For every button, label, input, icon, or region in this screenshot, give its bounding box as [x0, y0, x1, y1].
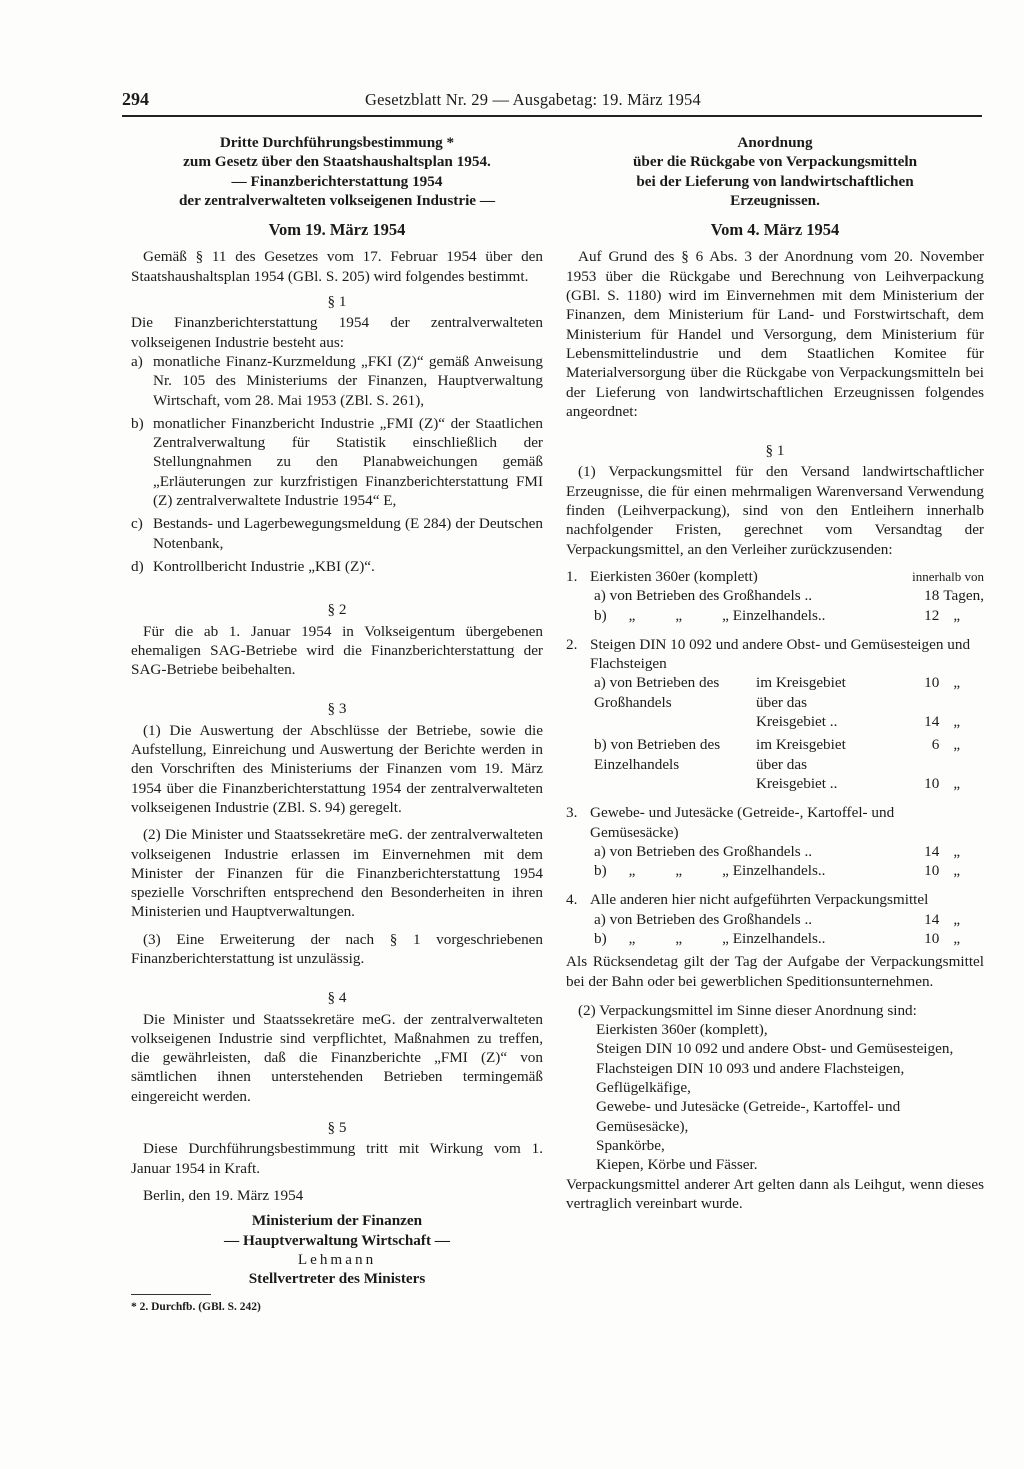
item-title: Steigen DIN 10 092 und andere Obst- und Gemüsesteigen und Flachsteigen: [590, 635, 971, 673]
row-label: a) von Betrieben des Großhandels ..: [594, 587, 813, 605]
row-unit: Tagen,: [943, 587, 984, 605]
return-deadlines-table: [566, 567, 984, 948]
ditto-mark: „: [628, 606, 636, 624]
list-key: a): [131, 352, 143, 370]
row-value: [887, 673, 939, 731]
row-value: 18: [924, 587, 940, 605]
ditto-mark: „: [628, 929, 636, 947]
row-value: 12: [924, 606, 940, 624]
section-3-p3: (3) Eine Erweiterung der nach § 1 vorgeschriebenen Finanzberichterstattung ist unzulässig.: [131, 930, 543, 967]
item-title: Gewebe- und Jutesäcke (Getreide-, Kartoffel- und Gemüsesäcke): [590, 804, 895, 841]
row-unit: [939, 735, 984, 793]
place-date: Berlin, den 19. März 1954: [143, 1186, 304, 1204]
list-text: monatlicher Finanzbericht Industrie „FMI (Z)“ der Staatlichen Zentralverwaltung für Statistik einschließlich der Stellungnahmen zu den Planabweichungen gemäß „Erläuterungen zur kurzfristigen Finanzberichterstattung FMI (Z) zentralverwaltete Industrie 1954“ E,: [153, 414, 543, 510]
row-who: a) von Betrieben des Großhandels: [594, 674, 720, 711]
right-section-1-p1: (1) Verpackungsmittel für den Versand landwirtschaftlicher Erzeugnisse, die für einen mehrmaligen Warenversand Verwendung finden (Leihverpackung), sind von den Entleihern innerhalb nachfolgender Fristen, gerechnet vom Versandtag der Verpackungsmittel, an den Verleiher zurückzusenden:: [566, 463, 984, 558]
ditto-key: b): [594, 862, 607, 880]
list-item: Gewebe- und Jutesäcke (Getreide-, Kartoffel- und Gemüsesäcke),: [596, 1098, 901, 1135]
signature-ministry: Ministerium der Finanzen: [251, 1212, 423, 1230]
footnote: * 2. Durchfb. (GBl. S. 242): [131, 1301, 261, 1314]
section-2-title: § 2: [327, 601, 347, 619]
row-unit: [939, 673, 984, 731]
item-title: Alle anderen hier nicht aufgeführten Verpackungsmittel: [590, 891, 929, 909]
footnote-rule: [131, 1294, 211, 1295]
row-label: [590, 861, 887, 880]
section-5-title: § 5: [327, 1119, 347, 1137]
heading-line: zum Gesetz über den Staatshaushaltsplan 1954.: [183, 153, 491, 171]
closing-text: Verpackungsmittel anderer Art gelten dann als Leihgut, wenn dieses vertraglich vereinbart wurde.: [566, 1175, 984, 1212]
list-item: Spankörbe,: [596, 1136, 665, 1154]
list-key: d): [131, 557, 144, 575]
row-label: [590, 673, 887, 731]
packaging-list: [566, 1020, 984, 1174]
value-over: 14: [924, 713, 940, 731]
signature-role: Stellvertreter des Ministers: [248, 1270, 426, 1288]
unit-mark: „: [953, 736, 961, 754]
item-number: 1.: [566, 567, 578, 585]
section-1-text: Die Finanzberichterstattung 1954 der zentralverwalteten volkseigenen Industrie besteht aus:: [131, 314, 543, 351]
row-unit: „: [953, 862, 961, 880]
list-item: Geflügelkäfige,: [596, 1079, 691, 1097]
row-unit: „: [953, 929, 961, 947]
section-3-p1: (1) Die Auswertung der Abschlüsse der Betriebe, sowie die Aufstellung, Einreichung und Auswertung der Berichte werden in den Vorschriften des Ministeriums der Finanzen vom 19. März 1954 über die Finanzberichterstattung 1954 der zentralverwalteten volkseigenen Industrie (ZBl. S. 94) geregelt.: [131, 721, 543, 816]
heading-line: über die Rückgabe von Verpackungsmitteln: [632, 153, 918, 171]
item-title: Eierkisten 360er (komplett): [590, 567, 758, 585]
row-area: [756, 735, 846, 793]
list-item: [131, 557, 543, 576]
list-key: c): [131, 515, 143, 533]
page-number: 294: [122, 89, 149, 109]
row-who: b) von Betrieben des Einzelhandels: [594, 736, 721, 773]
list-text: Kontrollbericht Industrie „KBI (Z)“.: [153, 557, 375, 575]
unit-mark: „: [953, 674, 961, 692]
row-value: 14: [924, 842, 940, 860]
ditto-mark: „: [675, 862, 683, 880]
row-label: [590, 735, 887, 793]
list-text: Bestands- und Lagerbewegungsmeldung (E 284) der Deutschen Notenbank,: [153, 515, 543, 552]
heading-line: Dritte Durchführungsbestimmung *: [219, 134, 455, 151]
heading-line: bei der Lieferung von landwirtschaftlichen: [636, 172, 914, 190]
row-value: 10: [924, 862, 940, 880]
row-value: 10: [924, 929, 940, 947]
unit-mark: „: [953, 774, 961, 792]
item-number: 4.: [566, 891, 578, 909]
left-intro: Gemäß § 11 des Gesetzes vom 17. Februar 1954 über den Staatshaushaltsplan 1954 (GBl. S. 205) wird folgendes bestimmt.: [131, 248, 543, 285]
left-date: Vom 19. März 1954: [268, 220, 406, 240]
section-4-text: Die Minister und Staatssekretäre meG. der zentralverwalteten volkseigenen Industrie sind verpflichtet, Maßnahmen zu treffen, die gewährleisten, daß die Finanzberichte „FMI (Z)“ von sämtlichen ihnen unterstehenden Betrieben termingemäß eingereicht werden.: [131, 1010, 543, 1105]
row-value: [887, 735, 939, 793]
area-over-2: Kreisgebiet ..: [756, 774, 838, 792]
left-heading: [131, 133, 543, 210]
area-in: im Kreisgebiet: [756, 674, 846, 692]
signature-department: — Hauptverwaltung Wirtschaft —: [224, 1231, 450, 1249]
ditto-mark: „: [675, 606, 683, 624]
list-item: [131, 414, 543, 510]
list-item: Kiepen, Körbe und Fässer.: [596, 1156, 758, 1174]
row-unit: „: [953, 910, 961, 928]
right-section-1-title: § 1: [765, 442, 785, 460]
ditto-key: b): [594, 606, 607, 624]
section-3-p2: (2) Die Minister und Staatssekretäre meG. der zentralverwalteten volkseigenen Industrie erlassen im Einvernehmen mit dem Minister der Finanzen für die Finanzberichterstattung 1954 spezielle Vorschriften entsprechend den Besonderheiten in ihren Ministerien und Hauptverwaltungen.: [131, 826, 543, 921]
signature-name: Lehmann: [297, 1250, 377, 1268]
section-3-title: § 3: [327, 700, 347, 718]
ditto-mark: „: [675, 929, 683, 947]
area-over: über das: [756, 755, 808, 773]
innerhalb-header: innerhalb von: [912, 568, 984, 584]
heading-line: Anordnung: [737, 134, 813, 151]
list-item: [131, 352, 543, 410]
section-1-title: § 1: [327, 293, 347, 311]
ditto-mark: „: [628, 862, 636, 880]
right-intro: Auf Grund des § 6 Abs. 3 der Anordnung vom 20. November 1953 über die Rückgabe und Berechnung von Leihverpackung (GBl. S. 1180) wird im Einvernehmen mit dem Ministerium der Finanzen, dem Ministerium für Land- und Forstwirtschaft, dem Ministerium für Handel und Versorgung, dem Ministerium für Lebensmittelindustrie und dem Staatlichen Komitee für Materialversorgung über die Rückgabe von Verpackungsmitteln bei der Lieferung von landwirtschaftlichen Erzeugnissen folgendes angeordnet:: [566, 248, 984, 420]
list-item: Flachsteigen DIN 10 093 und andere Flachsteigen,: [596, 1059, 905, 1077]
row-unit: „: [953, 842, 961, 860]
value-in: 6: [931, 736, 940, 754]
right-heading: [566, 133, 984, 210]
heading-line: der zentralverwalteten volkseigenen Industrie —: [178, 191, 496, 209]
list-text: monatliche Finanz-Kurzmeldung „FKI (Z)“ gemäß Anweisung Nr. 105 des Ministeriums der Finanzen, Hauptverwaltung Wirtschaft, vom 28. Mai 1953 (ZBl. S. 261),: [153, 352, 543, 409]
item-number: 3.: [566, 804, 578, 822]
section-4-title: § 4: [327, 989, 347, 1007]
ditto-text: „ Einzelhandels..: [722, 862, 826, 880]
ditto-text: „ Einzelhandels..: [722, 606, 826, 624]
row-label: a) von Betrieben des Großhandels ..: [594, 842, 813, 860]
return-day-text: Als Rücksendetag gilt der Tag der Aufgabe der Verpackungsmittel bei der Bahn oder bei gewerblichen Speditionsunternehmen.: [566, 953, 984, 990]
list-key: b): [131, 414, 144, 432]
gazette-title: Gesetzblatt Nr. 29 — Ausgabetag: 19. März 1954: [365, 90, 701, 109]
row-unit: „: [953, 606, 961, 624]
section-5-text: Diese Durchführungsbestimmung tritt mit Wirkung vom 1. Januar 1954 in Kraft.: [131, 1140, 543, 1177]
heading-line: Erzeugnissen.: [730, 191, 820, 209]
area-over: über das: [756, 693, 808, 711]
right-date: Vom 4. März 1954: [710, 220, 840, 240]
row-label: a) von Betrieben des Großhandels ..: [594, 910, 813, 928]
ditto-key: b): [594, 929, 607, 947]
list-item: Steigen DIN 10 092 und andere Obst- und Gemüsesteigen,: [596, 1040, 954, 1058]
row-area: [756, 673, 846, 731]
item-number: 2.: [566, 635, 578, 653]
section-2-text: Für die ab 1. Januar 1954 in Volkseigentum übergebenen ehemaligen SAG-Betriebe wird die Finanzberichterstattung der SAG-Betriebe beibehalten.: [131, 622, 543, 679]
ditto-text: „ Einzelhandels..: [722, 929, 826, 947]
left-column: [131, 133, 543, 1318]
unit-mark: „: [953, 713, 961, 731]
area-over-2: Kreisgebiet ..: [756, 713, 838, 731]
list-item: Eierkisten 360er (komplett),: [596, 1021, 768, 1039]
row-label: [590, 929, 887, 948]
list-item: [131, 514, 543, 553]
value-in: 10: [924, 674, 940, 692]
right-section-1-p2: (2) Verpackungsmittel im Sinne dieser Anordnung sind:: [578, 1001, 917, 1019]
value-over: 10: [924, 774, 940, 792]
heading-line: — Finanzberichterstattung 1954: [231, 172, 443, 190]
row-value: 14: [924, 910, 940, 928]
row-label: [590, 606, 887, 625]
area-in: im Kreisgebiet: [756, 736, 846, 754]
right-column: [566, 133, 984, 1213]
page-header: [122, 89, 982, 117]
